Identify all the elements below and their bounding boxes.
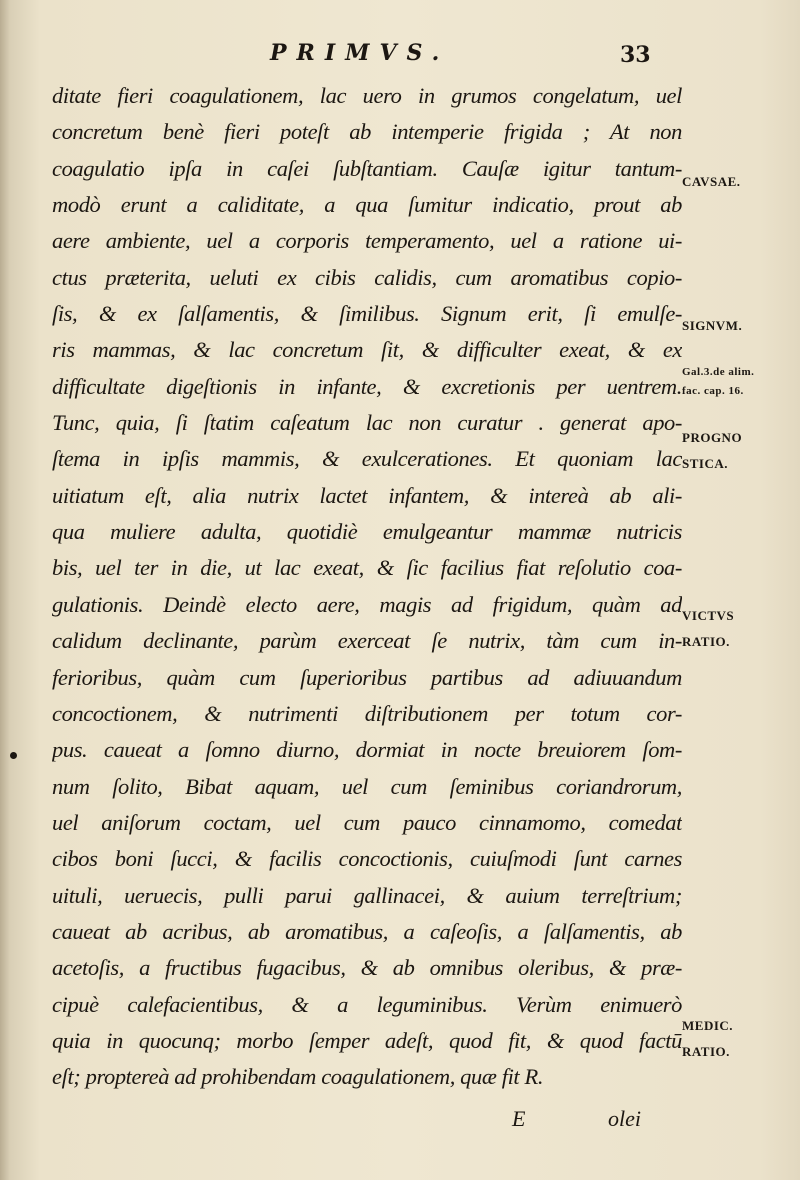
page-number: 33 xyxy=(620,42,651,68)
text-line: uitiatum eſt, alia nutrix lactet infantem, & intereà ab ali- xyxy=(52,482,682,508)
text-line: ferioribus, quàm cum ſuperioribus partibus ad adiuuandum xyxy=(52,664,682,690)
text-line: modò erunt a caliditate, a qua ſumitur indicatio, prout ab xyxy=(52,192,682,218)
margin-note-galen-2: fac. cap. 16. xyxy=(682,385,744,397)
margin-note-prognostica-1: PROGNO xyxy=(682,430,743,445)
text-line: num ſolito, Bibat aquam, uel cum ſeminibus coriandrorum, xyxy=(52,773,682,799)
text-line: difficultate digeſtionis in infante, & excretionis per uentrem. xyxy=(52,373,682,399)
text-line: concretum benè fieri poteſt ab intemperie frigida ; At non xyxy=(52,119,682,145)
margin-note-medic-1: MEDIC. xyxy=(682,1018,734,1033)
catchword: olei xyxy=(608,1106,641,1131)
text-line: ditate fieri coagulationem, lac uero in grumos congelatum, uel xyxy=(52,83,682,108)
text-line: cibos boni ſucci, & facilis concoctionis, cuiuſmodi ſunt carnes xyxy=(52,846,682,872)
text-line: coagulatio ipſa in caſei ſubſtantiam. Cauſæ igitur tantum- xyxy=(52,155,682,181)
text-line: ctus præterita, ueluti ex cibis calidis, cum aromatibus copio- xyxy=(52,264,682,290)
text-line: quia in quocunq; morbo ſemper adeſt, quod fit, & quod factū xyxy=(52,1027,682,1053)
text-line: eſt; proptereà ad prohibendam coagulationem, quæ fit R. xyxy=(52,1064,544,1090)
text-line: ris mammas, & lac concretum ſit, & difficulter exeat, & ex xyxy=(52,337,682,363)
text-line: concoctionem, & nutrimenti diſtributionem per totum cor- xyxy=(52,700,682,726)
body-text xyxy=(52,78,682,1096)
margin-note-victus-2: RATIO. xyxy=(682,634,730,649)
margin-note-prognostica-2: STICA. xyxy=(682,456,728,471)
text-line: Tunc, quia, ſi ſtatim caſeatum lac non curatur . generat apo- xyxy=(52,410,682,436)
text-line: qua muliere adulta, quotidiè emulgeantur mammæ nutricis xyxy=(52,519,682,545)
margin-note-medic-2: RATIO. xyxy=(682,1044,730,1059)
text-line: pus. caueat a ſomno diurno, dormiat in nocte breuiorem ſom- xyxy=(52,737,682,763)
text-line: aere ambiente, uel a corporis temperamento, uel a ratione ui- xyxy=(52,228,682,254)
margin-note-signum: SIGNVM. xyxy=(682,318,743,333)
margin-dot xyxy=(10,752,17,759)
text-line: ſis, & ex ſalſamentis, & ſimilibus. Signum erit, ſi emulſe- xyxy=(52,301,682,327)
text-line: calidum declinante, parùm exerceat ſe nutrix, tàm cum in- xyxy=(52,628,682,654)
margin-note-victus-1: VICTVS xyxy=(682,608,735,623)
text-line: caueat ab acribus, ab aromatibus, a caſeoſis, a ſalſamentis, ab xyxy=(52,918,682,944)
margin-note-galen-1: Gal.3.de alim. xyxy=(682,366,755,378)
text-line: uel aniſorum coctam, uel cum pauco cinnamomo, comedat xyxy=(52,809,682,835)
margin-note-causae: CAVSAE. xyxy=(682,174,741,189)
text-line: bis, uel ter in die, ut lac exeat, & ſic facilius fiat reſolutio coa- xyxy=(52,555,682,581)
signature-mark: E xyxy=(512,1106,526,1131)
text-line: gulationis. Deindè electo aere, magis ad frigidum, quàm ad xyxy=(52,591,682,617)
text-line: cipuè calefacientibus, & a leguminibus. Verùm enimuerò xyxy=(52,991,682,1017)
running-head: PRIMVS. xyxy=(270,40,450,66)
text-line: ſtema in ipſis mammis, & exulcerationes. Et quoniam lac xyxy=(52,446,682,472)
text-line: acetoſis, a fructibus fugacibus, & ab omnibus oleribus, & præ- xyxy=(52,955,682,981)
text-line: uituli, ueruecis, pulli parui gallinacei, & auium terreſtrium; xyxy=(52,882,682,908)
